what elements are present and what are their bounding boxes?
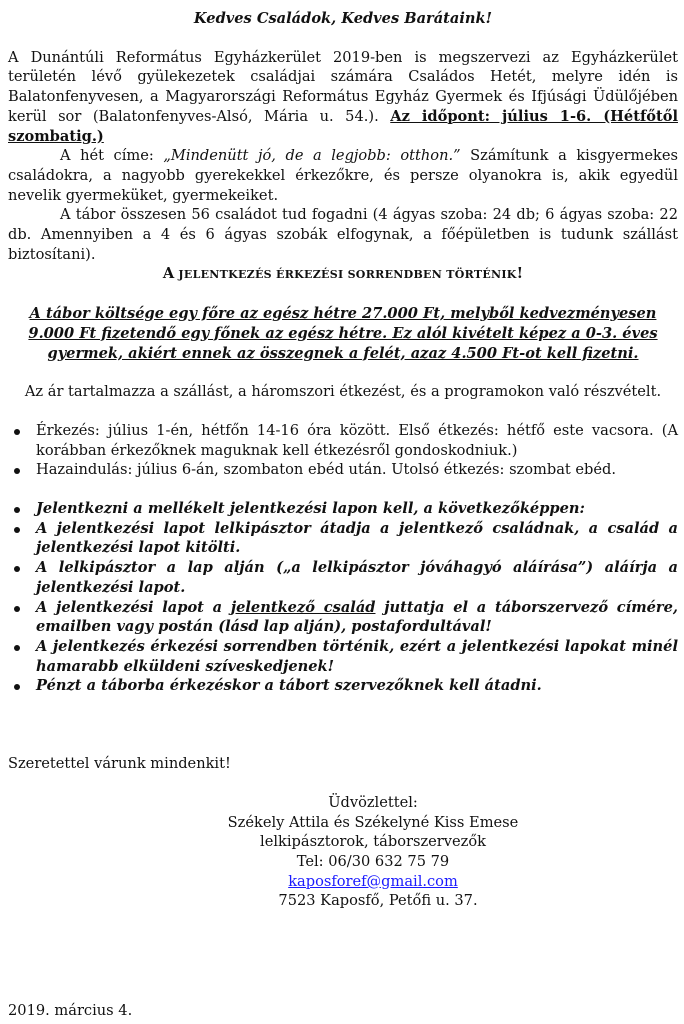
signature-block: [8, 793, 678, 911]
bullet-icon: [14, 468, 20, 474]
order-notice-rest: JELENTKEZÉS ÉRKEZÉSI SORRENDBEN TÖRTÉNIK: [174, 268, 517, 282]
rule-underlined-text: jelentkező család: [230, 598, 376, 616]
rule-text: Pénzt a táborba érkezéskor a tábort szervezőknek kell átadni.: [36, 677, 542, 695]
list-item: [8, 421, 678, 460]
rule-text: A jelentkezési lapot a: [36, 598, 231, 616]
signature-address: 7523 Kaposfő, Petőfi u. 37.: [278, 892, 478, 910]
list-item: [8, 598, 678, 637]
list-item: [8, 519, 678, 558]
arrival-text: Érkezés: július 1-én, hétfőn 14-16 óra között. Első étkezés: hétfő este vacsora. (A korábban érkezőknek maguknak kell étkezésről gondoskodniuk.): [36, 421, 678, 459]
bullet-icon: [14, 507, 20, 513]
bullet-icon: [14, 527, 20, 533]
bullet-icon: [14, 606, 20, 612]
letter-date: 2019. március 4.: [8, 1002, 133, 1019]
intro-text: A Dunántúli Református Egyházkerület 2019-ben is megszervezi az Egyházkerület területén lévő gyülekezetek családjai számára Családos Hetét, melyre idén is Balatonfenyvesen, a Magyarországi Református Egyház Gyermek és Ifjúsági Üdülőjében kerül sor (Balatonfenyves-Alsó, Mária u. 54.).: [8, 48, 678, 125]
order-notice-first: A: [162, 265, 175, 283]
signature-greeting: Üdvözlettel:: [328, 793, 418, 811]
letter-page: [8, 9, 678, 1019]
list-item: [8, 460, 678, 480]
list-item: [8, 676, 678, 696]
capacity-paragraph: A tábor összesen 56 családot tud fogadni (4 ágyas szoba: 24 db; 6 ágyas szoba: 22 db. Amennyiben a 4 és 6 ágyas szobák elfogynak, a főépületben is tudunk szállást biztosítani).: [8, 206, 678, 263]
bullet-icon: [14, 684, 20, 690]
rule-text: juttatja el a táborszervező címére, emailben vagy postán (lásd lap alján), postafordultával!: [36, 598, 678, 636]
date-highlight: Az időpont: július 1-6. (Hétfőtől szombatig.): [8, 107, 678, 145]
departure-text: Hazaindulás: július 6-án, szombaton ebéd után. Utolsó étkezés: szombat ebéd.: [36, 461, 617, 479]
rule-text: A lelkipásztor a lap alján („a lelkipásztor jóváhagyó aláírása”) aláírja a jelentkezési lapot.: [36, 559, 678, 596]
rule-text: A jelentkezés érkezési sorrendben történik, ezért a jelentkezési lapokat minél hamarabb elküldeni szíveskedjenek!: [36, 637, 678, 675]
signature-roles: lelkipásztorok, táborszervezők: [260, 833, 486, 851]
order-notice-end: !: [516, 265, 524, 283]
rule-text: Jelentkezni a mellékelt jelentkezési lapon kell, a következőképpen:: [36, 500, 585, 518]
rules-list: [8, 499, 678, 696]
intro-paragraph: [8, 48, 678, 147]
list-item: [8, 558, 678, 597]
week-title-paragraph: [8, 146, 678, 205]
signature-phone: Tel: 06/30 632 75 79: [296, 852, 450, 870]
week-title-suffix: Számítunk a kisgyermekes családokra, a nagyobb gyerekekkel érkezőkre, és persze olyanokra is, akik egyedül nevelik gyermeküket, gyermekeiket.: [8, 147, 678, 204]
list-item: [8, 637, 678, 676]
bullet-icon: [14, 645, 20, 651]
closing-line: Szeretettel várunk mindenkit!: [8, 755, 231, 773]
week-title-prefix: A hét címe:: [60, 147, 164, 165]
signature-names: Székely Attila és Székelyné Kiss Emese: [227, 813, 519, 831]
includes-paragraph: Az ár tartalmazza a szállást, a háromszori étkezést, és a programokon való részvételt.: [24, 383, 662, 401]
letter-title: Kedves Családok, Kedves Barátaink!: [193, 10, 493, 27]
email-link[interactable]: kaposforef@gmail.com: [288, 872, 458, 890]
order-notice: [8, 264, 678, 285]
arrival-list: [8, 421, 678, 480]
bullet-icon: [14, 429, 20, 435]
cost-paragraph: A tábor költsége egy főre az egész hétre 27.000 Ft, melyből kedvezményesen 9.000 Ft fizetendő egy főnek az egész hétre. Ez alól kivételt képez a 0-3. éves gyermek, akiért ennek az összegnek a felét, azaz 4.500 Ft-ot kell fizetni.: [28, 305, 658, 362]
bullet-icon: [14, 566, 20, 572]
list-item: [8, 499, 678, 519]
rule-text: A jelentkezési lapot lelkipásztor átadja a jelentkező családnak, a család a jelentkezési lapot kitölti.: [36, 519, 678, 557]
week-title-quote: „Mindenütt jó, de a legjobb: otthon.”: [163, 147, 461, 165]
